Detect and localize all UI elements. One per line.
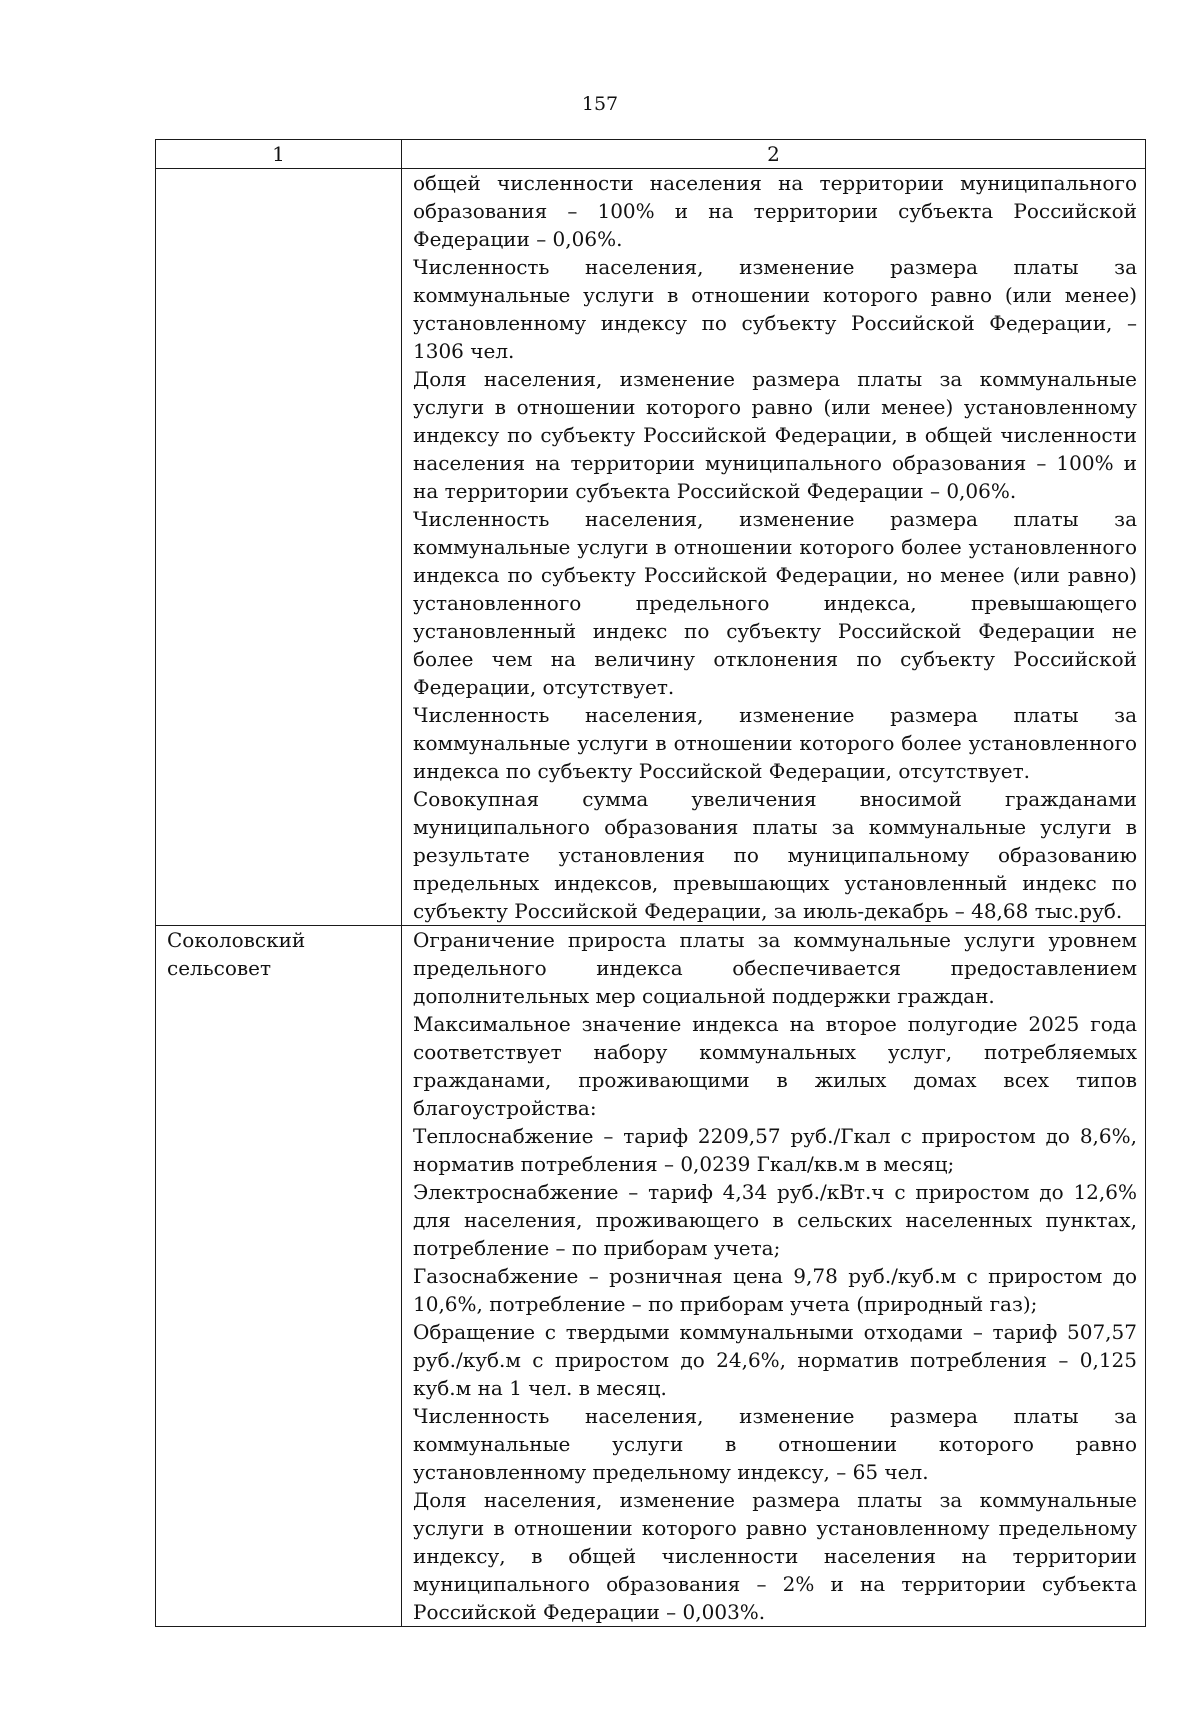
row-1-description-cell bbox=[402, 169, 1146, 926]
paragraph: Доля населения, изменение размера платы за коммунальные услуги в отношении которого равно (или менее) установленному индексу по субъекту Российской Федерации, в общей численности населения на территории муниципального образования – 100% и на территории субъекта Российской Федерации – 0,06%. bbox=[413, 367, 1137, 503]
paragraph: Численность населения, изменение размера платы за коммунальные услуги в отношении которого равно установленному предельному индексу, – 65 чел. bbox=[413, 1404, 1137, 1484]
paragraph: Доля населения, изменение размера платы за коммунальные услуги в отношении которого равно установленному предельному индексу, в общей численности населения на территории муниципального образования – 2% и на территории субъекта Российской Федерации – 0,003%. bbox=[413, 1488, 1137, 1624]
paragraph: Совокупная сумма увеличения вносимой гражданами муниципального образования платы за коммунальные услуги в результате установления по муниципальному образованию предельных индексов, превышающих установленный индекс по субъекту Российской Федерации, за июль-декабрь – 48,68 тыс.руб. bbox=[413, 787, 1137, 923]
column-header-1: 1 bbox=[156, 140, 402, 169]
paragraph: Численность населения, изменение размера платы за коммунальные услуги в отношении которого равно (или менее) установленному индексу по субъекту Российской Федерации, – 1306 чел. bbox=[413, 255, 1137, 363]
paragraph: Электроснабжение – тариф 4,34 руб./кВт.ч с приростом до 12,6% для населения, проживающего в сельских населенных пунктах, потребление – по приборам учета; bbox=[413, 1180, 1137, 1260]
table-header-row bbox=[156, 140, 1146, 169]
page-number: 157 bbox=[581, 93, 619, 115]
table-row bbox=[156, 169, 1146, 926]
row-2-description-cell bbox=[402, 926, 1146, 1627]
paragraph: Газоснабжение – розничная цена 9,78 руб./куб.м с приростом до 10,6%, потребление – по приборам учета (природный газ); bbox=[413, 1264, 1137, 1316]
row-1-municipality-cell bbox=[156, 169, 402, 926]
paragraph: Теплоснабжение – тариф 2209,57 руб./Гкал с приростом до 8,6%, норматив потребления – 0,0239 Гкал/кв.м в месяц; bbox=[413, 1124, 1137, 1176]
municipality-name-line: Соколовский bbox=[167, 928, 306, 952]
document-table bbox=[155, 139, 1146, 1627]
paragraph: Обращение с твердыми коммунальными отходами – тариф 507,57 руб./куб.м с приростом до 24,6%, норматив потребления – 0,125 куб.м на 1 чел. в месяц. bbox=[413, 1320, 1137, 1400]
table-row bbox=[156, 926, 1146, 1627]
paragraph: Максимальное значение индекса на второе полугодие 2025 года соответствует набору коммунальных услуг, потребляемых гражданами, проживающими в жилых домах всех типов благоустройства: bbox=[413, 1012, 1137, 1120]
municipality-name-line: сельсовет bbox=[167, 956, 272, 980]
column-header-2: 2 bbox=[402, 140, 1146, 169]
paragraph: Ограничение прироста платы за коммунальные услуги уровнем предельного индекса обеспечивается предоставлением дополнительных мер социальной поддержки граждан. bbox=[413, 928, 1137, 1008]
paragraph: общей численности населения на территории муниципального образования – 100% и на территории субъекта Российской Федерации – 0,06%. bbox=[413, 171, 1137, 251]
paragraph: Численность населения, изменение размера платы за коммунальные услуги в отношении которого более установленного индекса по субъекту Российской Федерации, но менее (или равно) установленного предельного индекса, превышающего установленный индекс по субъекту Российской Федерации не более чем на величину отклонения по субъекту Российской Федерации, отсутствует. bbox=[413, 507, 1137, 699]
paragraph: Численность населения, изменение размера платы за коммунальные услуги в отношении которого более установленного индекса по субъекту Российской Федерации, отсутствует. bbox=[413, 703, 1137, 783]
row-2-municipality-cell bbox=[156, 926, 402, 1627]
